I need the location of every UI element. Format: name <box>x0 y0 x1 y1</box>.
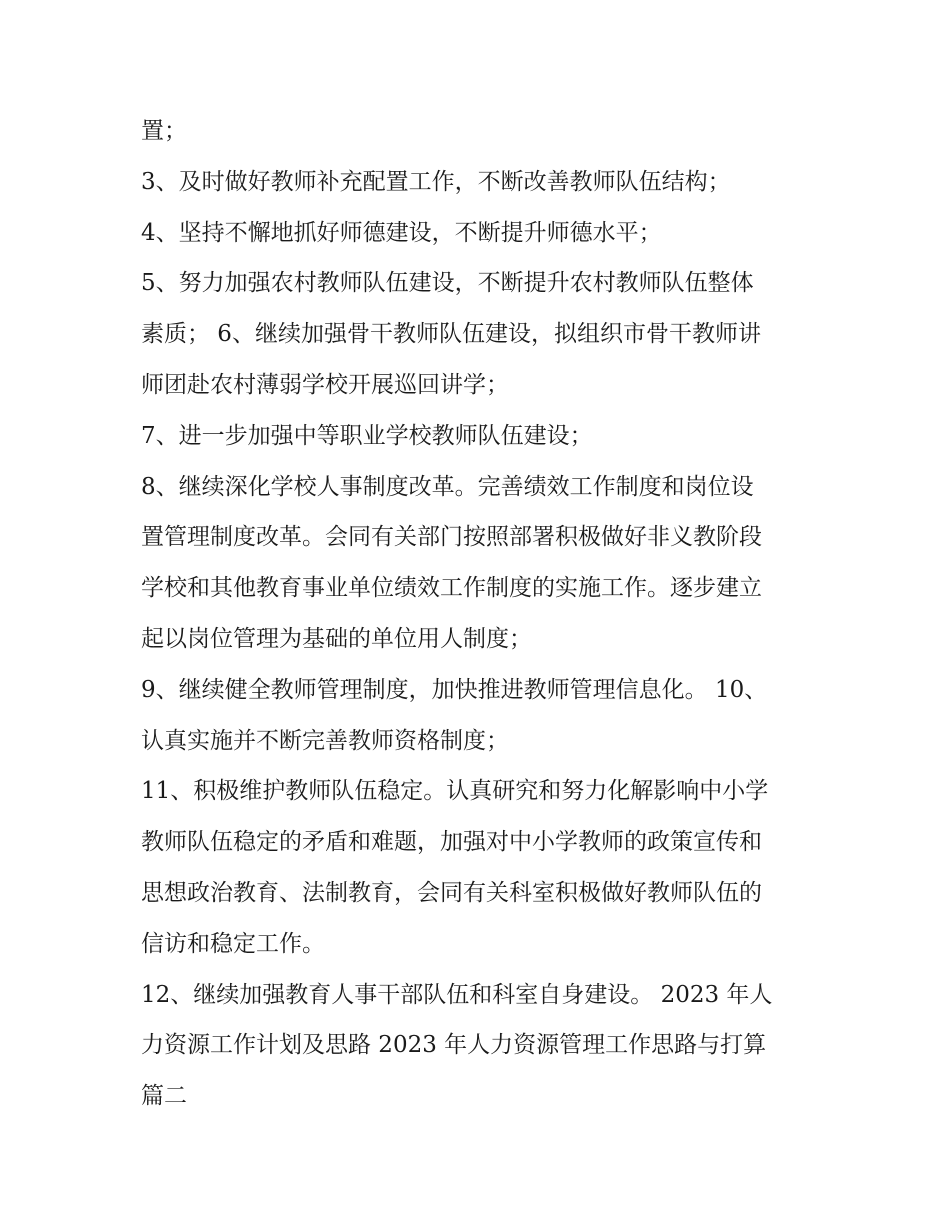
text-line: 5、努力加强农村教师队伍建设，不断提升农村教师队伍整体 <box>141 270 754 297</box>
text-line: 教师队伍稳定的矛盾和难题，加强对中小学教师的政策宣传和 <box>141 829 762 856</box>
text-line: 12、继续加强教育人事干部队伍和科室自身建设。 2023 年人 <box>141 981 773 1008</box>
text-line: 篇二 <box>141 1083 187 1110</box>
text-line: 置； <box>141 118 187 144</box>
text-line: 师团赴农村薄弱学校开展巡回讲学； <box>141 371 509 398</box>
text-line: 3、及时做好教师补充配置工作，不断改善教师队伍结构； <box>141 168 731 195</box>
text-line: 8、继续深化学校人事制度改革。完善绩效工作制度和岗位设 <box>141 473 754 500</box>
text-line: 置管理制度改革。会同有关部门按照部署积极做好非义教阶段 <box>141 524 762 551</box>
text-line: 7、进一步加强中等职业学校教师队伍建设； <box>141 422 593 449</box>
text-line: 信访和稳定工作。 <box>141 930 325 957</box>
text-line: 11、积极维护教师队伍稳定。认真研究和努力化解影响中小学 <box>141 778 769 805</box>
text-line: 学校和其他教育事业单位绩效工作制度的实施工作。逐步建立 <box>141 575 762 602</box>
text-line: 素质； 6、继续加强骨干教师队伍建设，拟组织市骨干教师讲 <box>141 321 761 348</box>
text-line: 力资源工作计划及思路 2023 年人力资源管理工作思路与打算 <box>141 1032 767 1059</box>
text-line: 4、坚持不懈地抓好师德建设，不断提升师德水平； <box>141 219 662 246</box>
document-body <box>141 106 821 1122</box>
text-line: 思想政治教育、法制教育，会同有关科室积极做好教师队伍的 <box>141 879 762 906</box>
text-line: 起以岗位管理为基础的单位用人制度； <box>141 625 532 652</box>
text-line: 9、继续健全教师管理制度，加快推进教师管理信息化。 10、 <box>141 676 768 703</box>
text-line: 认真实施并不断完善教师资格制度； <box>141 727 509 754</box>
